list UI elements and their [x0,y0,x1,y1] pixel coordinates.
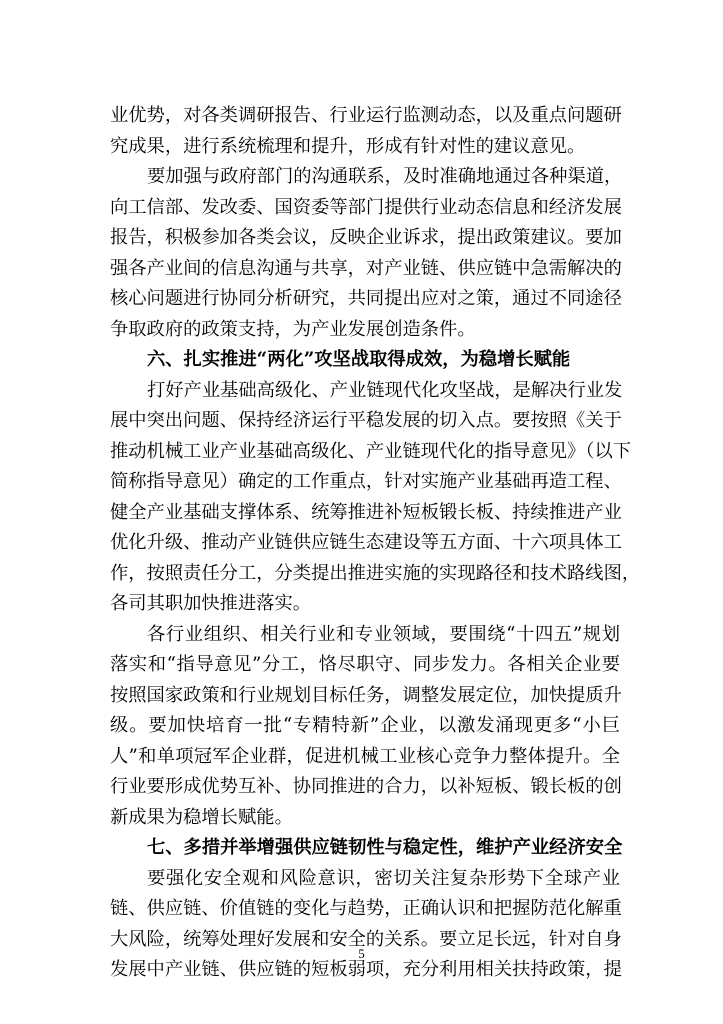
text-line: 简称指导意见）确定的工作重点，针对实施产业基础再造工程、 [110,471,622,492]
text-line: 要强化安全观和风险意识，密切关注复杂形势下全球产业 [147,867,620,889]
text-line: 落实和“指导意见”分工，恪尽职守、同步发力。各相关企业要 [110,654,620,675]
text-line: 行业要形成优势互补、协同推进的合力，以补短板、锻长板的创 [110,776,622,797]
text-line: 大风险，统筹处理好发展和安全的关系。要立足长远，针对自身 [110,928,622,950]
text-line: 优化升级、推动产业链供应链生态建设等五方面、十六项具体工 [110,532,622,553]
text-line: 级。要加快培育一批“专精特新”企业，以激发涌现更多“小巨 [110,715,620,736]
text-line: 打好产业基础高级化、产业链现代化攻坚战，是解决行业发 [147,379,623,401]
text-line: 报告，积极参加各类会议，反映企业诉求，提出政策建议。要加 [110,227,622,248]
text-line: 新成果为稳增长赋能。 [110,806,293,828]
text-line: 强各产业间的信息沟通与共享，对产业链、供应链中急需解决的 [110,257,622,279]
text-line: 按照国家政策和行业规划目标任务，调整发展定位，加快提质升 [110,684,622,706]
text-line: 展中突出问题、保持经济运行平稳发展的切入点。要按照《关于 [110,410,622,431]
section-heading: 七、多措并举增强供应链韧性与稳定性，维护产业经济安全 [147,837,623,858]
text-line: 作，按照责任分工，分类提出推进实施的实现路径和技术路线图， [110,562,641,584]
text-line: 发展中产业链、供应链的短板弱项，充分利用相关扶持政策，提 [110,959,622,980]
text-line: 人”和单项冠军企业群，促进机械工业核心竞争力整体提升。全 [110,745,620,767]
text-line: 各行业组织、相关行业和专业领域，要围绕“十四五”规划 [147,623,620,645]
text-line: 要加强与政府部门的沟通联系，及时准确地通过各种渠道， [147,166,623,187]
text-line: 向工信部、发改委、国资委等部门提供行业动态信息和经济发展 [110,196,622,218]
text-line: 推动机械工业产业基础高级化、产业链现代化的指导意见》（以下 [110,440,632,462]
page-number: 5 [358,946,365,961]
text-line: 健全产业基础支撑体系、统筹推进补短板锻长板、持续推进产业 [110,501,622,523]
text-line: 核心问题进行协同分析研究，共同提出应对之策，通过不同途径 [110,288,622,309]
text-line: 业优势，对各类调研报告、行业运行监测动态，以及重点问题研 [110,105,622,126]
section-heading: 六、扎实推进“两化”攻坚战取得成效，为稳增长赋能 [147,349,571,370]
text-line: 究成果，进行系统梳理和提升，形成有针对性的建议意见。 [110,135,586,157]
text-line: 链、供应链、价值链的变化与趋势，正确认识和把握防范化解重 [110,898,622,919]
text-line: 各司其职加快推进落实。 [110,593,312,614]
body-text [110,101,641,986]
text-line: 争取政府的政策支持，为产业发展创造条件。 [110,318,476,340]
